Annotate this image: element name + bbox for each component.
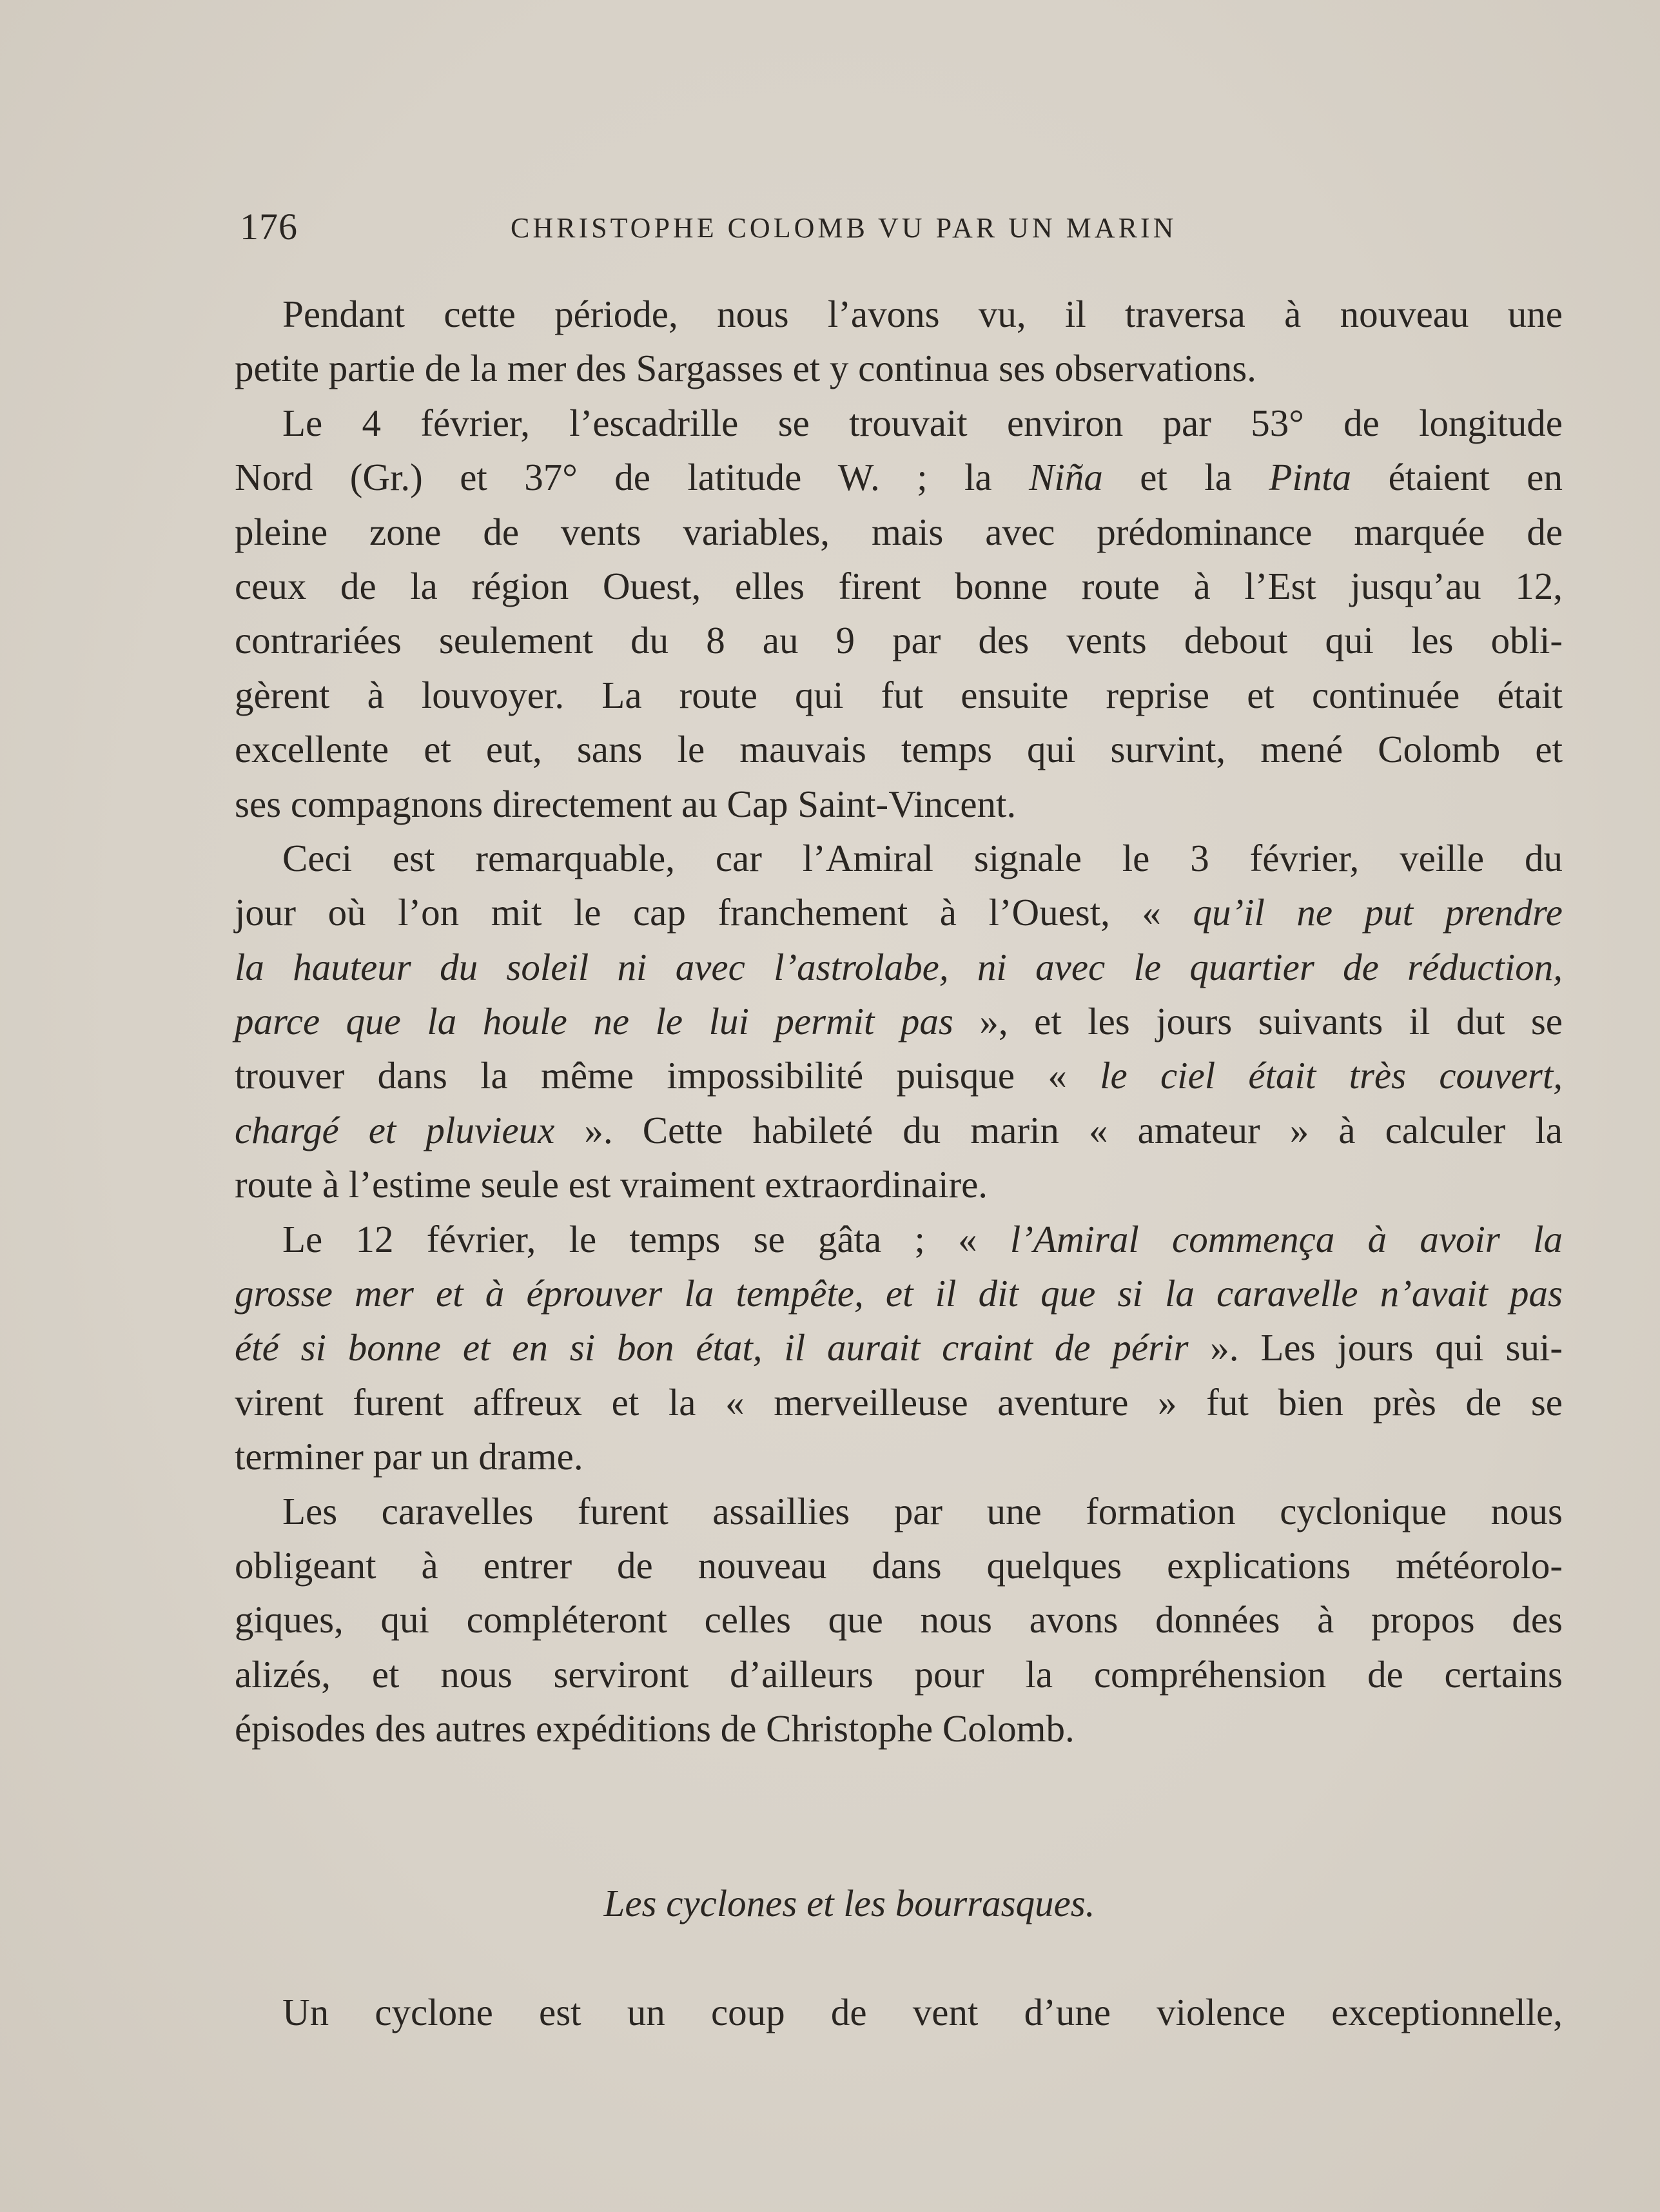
- body-text: [235, 287, 1563, 1756]
- page-header: [240, 205, 1297, 257]
- running-head: CHRISTOPHE COLOMB VU PAR UN MARIN: [511, 212, 1177, 244]
- text-line: giques, qui compléteront celles que nous avons données à propos des: [235, 1598, 1563, 1641]
- text-line: Nord (Gr.) et 37° de latitude W. ; la Niña et la Pinta étaient en: [235, 456, 1563, 499]
- text-line: grosse mer et à éprouver la tempête, et il dit que si la caravelle n’avait pas: [235, 1272, 1563, 1315]
- text-line: obligeant à entrer de nouveau dans quelques explications météorolo-: [235, 1543, 1563, 1587]
- text-line: contrariées seulement du 8 au 9 par des vents debout qui les obli-: [235, 619, 1563, 662]
- text-line: virent furent affreux et la « merveilleuse aventure » fut bien près de se: [235, 1380, 1563, 1424]
- text-line: épisodes des autres expéditions de Christophe Colomb.: [235, 1707, 1075, 1750]
- text-line: alizés, et nous serviront d’ailleurs pour la compréhension de certains: [235, 1652, 1563, 1696]
- section-title: Les cyclones et les bourrasques.: [603, 1882, 1095, 1924]
- page-number: 176: [240, 206, 298, 248]
- text-line: Ceci est remarquable, car l’Amiral signale le 3 février, veille du: [282, 836, 1563, 879]
- text-line: chargé et pluvieux ». Cette habileté du marin « amateur » à calculer la: [235, 1108, 1563, 1151]
- text-line: Pendant cette période, nous l’avons vu, il traversa à nouveau une: [282, 293, 1563, 335]
- text-line: terminer par un drame.: [235, 1435, 583, 1478]
- text-line: excellente et eut, sans le mauvais temps qui survint, mené Colomb et: [235, 728, 1563, 771]
- text-line: Le 12 février, le temps se gâta ; « l’Amiral commença à avoir la: [282, 1217, 1563, 1260]
- text-line: Les caravelles furent assaillies par une formation cyclonique nous: [282, 1489, 1563, 1532]
- text-line: Un cyclone est un coup de vent d’une violence exceptionnelle,: [282, 1991, 1563, 2033]
- text-line: Le 4 février, l’escadrille se trouvait environ par 53° de longitude: [282, 401, 1563, 444]
- text-line: route à l’estime seule est vraiment extraordinaire.: [235, 1163, 988, 1206]
- text-line: trouver dans la même impossibilité puisque « le ciel était très couvert,: [235, 1054, 1563, 1097]
- text-line: gèrent à louvoyer. La route qui fut ensuite reprise et continuée était: [235, 673, 1563, 716]
- text-line: petite partie de la mer des Sargasses et y continua ses observations.: [235, 347, 1256, 390]
- text-line: parce que la houle ne le lui permit pas », et les jours suivants il dut se: [235, 1000, 1563, 1043]
- text-line: été si bonne et en si bon état, il aurait craint de périr ». Les jours qui sui-: [235, 1326, 1563, 1369]
- text-line: ceux de la région Ouest, elles firent bonne route à l’Est jusqu’au 12,: [235, 564, 1563, 607]
- text-line: pleine zone de vents variables, mais avec prédominance marquée de: [235, 510, 1563, 553]
- text-line: ses compagnons directement au Cap Saint-Vincent.: [235, 782, 1017, 825]
- text-line: la hauteur du soleil ni avec l’astrolabe, ni avec le quartier de réduction,: [235, 945, 1563, 988]
- text-line: jour où l’on mit le cap franchement à l’Ouest, « qu’il ne put prendre: [235, 891, 1563, 934]
